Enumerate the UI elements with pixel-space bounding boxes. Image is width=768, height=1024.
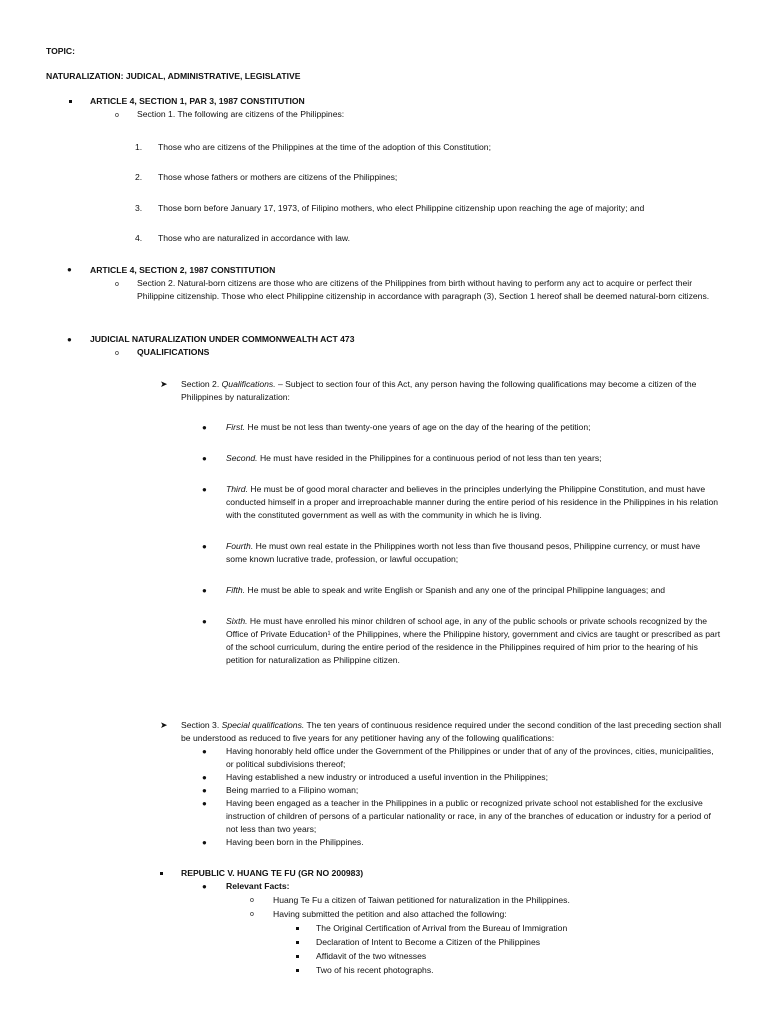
attachment-item: Two of his recent photographs. — [316, 965, 434, 975]
qualification-item: Fourth. He must own real estate in the Philippines worth not less than five thousand pesos, Philippine currency, or must have some known lucrative trade, profession, or lawful occupation; — [226, 541, 701, 564]
bullet-icon: ● — [202, 882, 207, 891]
list-item: Those born before January 17, 1973, of Filipino mothers, who elect Philippine citizenship upon reaching the age of majority; and — [158, 203, 645, 213]
bullet-icon: ● — [202, 542, 207, 551]
circle-bullet-icon: o — [115, 112, 119, 119]
attachment-item: The Original Certification of Arrival from the Bureau of Immigration — [316, 923, 568, 933]
judicial-heading: JUDICIAL NATURALIZATION UNDER COMMONWEALTH ACT 473 — [90, 334, 355, 344]
special-qualification-item: Having established a new industry or introduced a useful invention in the Philippines; — [226, 772, 548, 782]
section3-paragraph: Section 3. Special qualifications. The ten years of continuous residence required under the second condition of the last preceding section shall be understood as reduced to five years for any petitioner having any of the following qualifications: — [181, 720, 722, 743]
circle-bullet-icon: o — [115, 281, 119, 288]
arrow-bullet-icon: ➤ — [160, 379, 168, 389]
art4s2-heading: ARTICLE 4, SECTION 2, 1987 CONSTITUTION — [90, 265, 276, 275]
qualification-item: Second. He must have resided in the Philippines for a continuous period of not less than ten years; — [226, 453, 602, 463]
arrow-bullet-icon: ➤ — [160, 720, 168, 730]
relevant-facts-label: Relevant Facts: — [226, 881, 290, 891]
topic-label: TOPIC: — [46, 46, 75, 56]
bullet-icon: ● — [67, 335, 72, 344]
list-item: Those who are naturalized in accordance with law. — [158, 233, 351, 243]
qualification-item: Sixth. He must have enrolled his minor children of school age, in any of the public schools or private schools recognized by the Office of Private Education¹ of the Philippines, where the Philippine history, government and civics are taught or prescribed as part of the school curriculum, during the entire period of the residence in the Philippines required of him prior to the hearing of his petition for naturalization as Philippine citizen. — [226, 616, 721, 665]
qualification-item: Third. He must be of good moral character and believes in the principles underlying the Philippine Constitution, and must have conducted himself in a proper and irreproachable manner during the entire period of his residence in the Philippines in his relation with the constituted government as well as with the community in which he is living. — [226, 484, 719, 520]
list-item: Those who are citizens of the Philippines at the time of the adoption of this Constitution; — [158, 142, 491, 152]
list-number: 3. — [135, 203, 143, 213]
art4s1-intro: Section 1. The following are citizens of the Philippines: — [137, 109, 345, 119]
art4s2-text: Section 2. Natural-born citizens are those who are citizens of the Philippines from birth without having to perform any act to acquire or perfect their Philippine citizenship. Those who elect Philippine citizenship in accordance with paragraph (3), Section 1 hereof shall be deemed natural-born citizens. — [137, 278, 710, 301]
special-qualification-item: Being married to a Filipino woman; — [226, 785, 359, 795]
bullet-icon: ● — [202, 773, 207, 782]
square-bullet-icon — [296, 955, 299, 958]
square-bullet-icon — [296, 927, 299, 930]
bullet-icon: ● — [202, 485, 207, 494]
square-bullet-icon — [296, 969, 299, 972]
art4s1-heading: ARTICLE 4, SECTION 1, PAR 3, 1987 CONSTITUTION — [90, 96, 305, 106]
list-item: Those whose fathers or mothers are citizens of the Philippines; — [158, 172, 398, 182]
bullet-icon: ● — [202, 423, 207, 432]
bullet-icon: ● — [202, 454, 207, 463]
circle-bullet-icon: o — [250, 911, 254, 918]
case-fact: Having submitted the petition and also attached the following: — [273, 909, 507, 919]
attachment-item: Affidavit of the two witnesses — [316, 951, 427, 961]
bullet-icon: ● — [202, 838, 207, 847]
bullet-icon: ● — [67, 265, 72, 274]
list-number: 4. — [135, 233, 143, 243]
case-heading: REPUBLIC V. HUANG TE FU (GR NO 200983) — [181, 868, 364, 878]
special-qualification-item: Having been born in the Philippines. — [226, 837, 364, 847]
bullet-icon: ● — [202, 617, 207, 626]
square-bullet-icon — [69, 100, 72, 103]
special-qualification-item: Having honorably held office under the Government of the Philippines or under that of any of the provinces, cities, municipalities, or political subdivisions thereof; — [226, 746, 714, 769]
list-number: 1. — [135, 142, 143, 152]
square-bullet-icon — [296, 941, 299, 944]
qualifications-subheading: QUALIFICATIONS — [137, 347, 210, 357]
circle-bullet-icon: o — [250, 897, 254, 904]
case-fact: Huang Te Fu a citizen of Taiwan petitioned for naturalization in the Philippines. — [273, 895, 570, 905]
list-number: 2. — [135, 172, 143, 182]
qualification-item: Fifth. He must be able to speak and write English or Spanish and any one of the principal Philippine languages; and — [226, 585, 666, 595]
qualification-item: First. He must be not less than twenty-one years of age on the day of the hearing of the petition; — [226, 422, 591, 432]
bullet-icon: ● — [202, 747, 207, 756]
bullet-icon: ● — [202, 586, 207, 595]
circle-bullet-icon: o — [115, 350, 119, 357]
square-bullet-icon — [160, 872, 163, 875]
attachment-item: Declaration of Intent to Become a Citizen of the Philippines — [316, 937, 541, 947]
topic-title: NATURALIZATION: JUDICAL, ADMINISTRATIVE, LEGISLATIVE — [46, 71, 301, 81]
bullet-icon: ● — [202, 799, 207, 808]
special-qualification-item: Having been engaged as a teacher in the Philippines in a public or recognized private school not established for the exclusive instruction of children of persons of a particular nationality or race, in any of the branches of education or industry for a period of not less than two years; — [226, 798, 711, 834]
bullet-icon: ● — [202, 786, 207, 795]
section2-paragraph: Section 2. Qualifications. – Subject to section four of this Act, any person having the following qualifications may become a citizen of the Philippines by naturalization: — [181, 379, 697, 402]
